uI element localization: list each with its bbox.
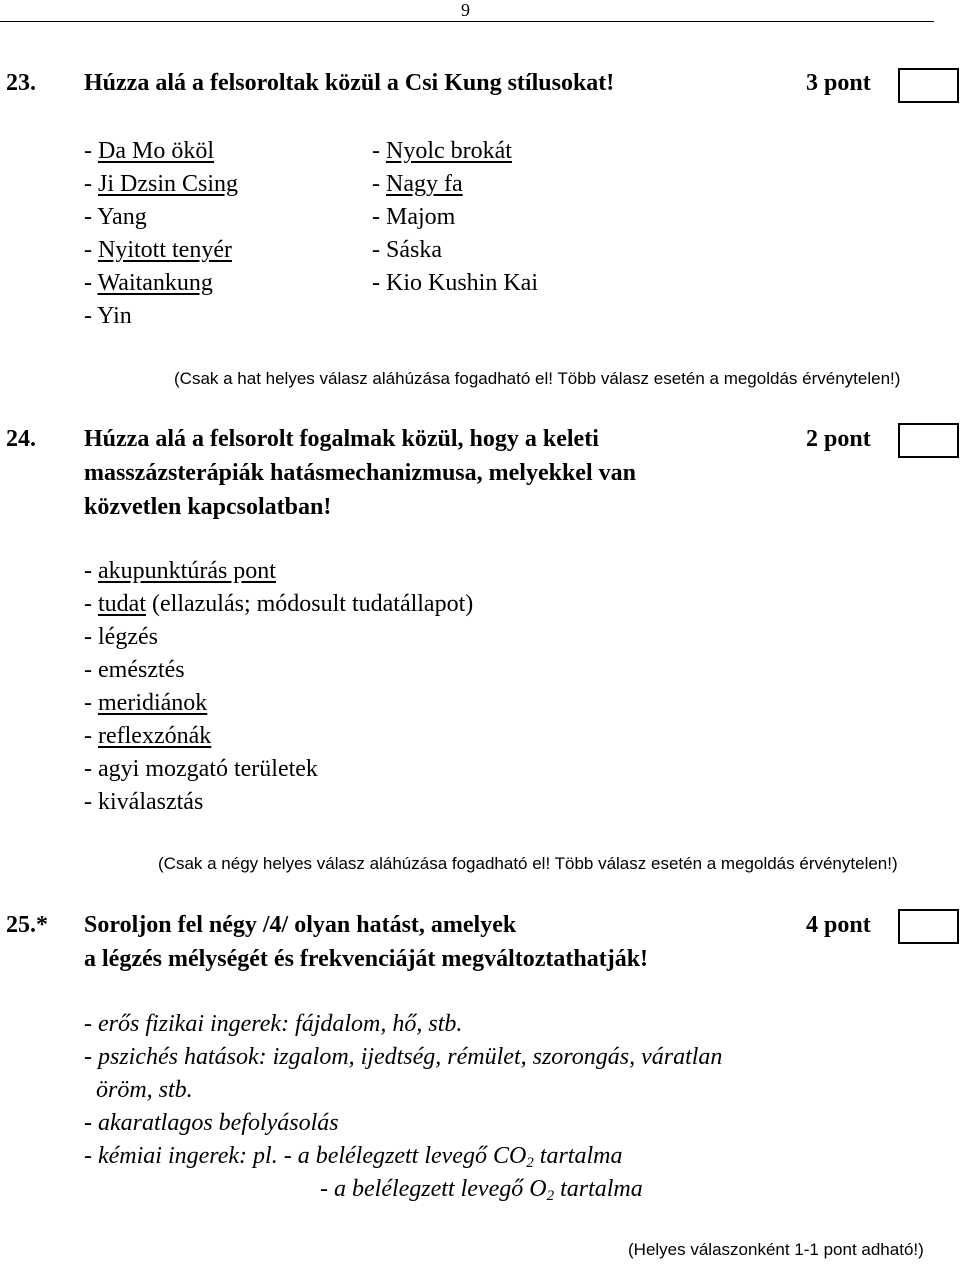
option-item	[84, 756, 318, 783]
option-dash: -	[84, 789, 98, 815]
option-dash: -	[84, 723, 98, 749]
option-item	[84, 789, 203, 816]
option-item	[372, 138, 512, 165]
option-label: akupunktúrás pont	[98, 558, 276, 584]
option-rest: (ellazulás; módosult tudatállapot)	[146, 591, 474, 617]
q25-chem-tail1: tartalma	[533, 1143, 623, 1169]
q25-chem-sub2: 2	[546, 1188, 555, 1204]
q25-note: (Helyes válaszonként 1-1 pont adható!)	[628, 1240, 924, 1259]
q24-number: 24.	[6, 426, 36, 452]
q25-answer-1: - erős fizikai ingerek: fájdalom, hő, stb.	[84, 1011, 463, 1037]
option-label: Ji Dzsin Csing	[98, 171, 239, 197]
q24-line3: közvetlen kapcsolatban!	[84, 494, 332, 520]
option-dash: -	[84, 204, 98, 230]
q25-chem2-lead: - a belélegzett levegő O	[320, 1176, 547, 1202]
option-label: Waitankung	[97, 270, 213, 296]
option-item	[372, 237, 442, 264]
option-label: Da Mo ököl	[98, 138, 214, 164]
q25-answer-4b	[320, 1176, 643, 1203]
option-rest: kiválasztás	[98, 789, 204, 815]
q25-answer-3: - akaratlagos befolyásolás	[84, 1110, 339, 1136]
q25-chem-tail2: tartalma	[554, 1176, 643, 1202]
q24-points: 2 pont	[806, 426, 871, 452]
option-label: Nagy fa	[386, 171, 463, 197]
q23-score-box[interactable]	[898, 68, 959, 103]
page-number: 9	[461, 0, 470, 20]
option-dash: -	[84, 756, 98, 782]
option-label: Majom	[386, 204, 456, 230]
option-label: Yin	[97, 303, 132, 329]
q23-points: 3 pont	[806, 70, 871, 96]
q23-number: 23.	[6, 70, 36, 96]
option-item	[372, 270, 538, 297]
option-dash: -	[84, 558, 98, 584]
option-dash: -	[84, 270, 98, 296]
q23-text: Húzza alá a felsoroltak közül a Csi Kung stílusokat!	[84, 70, 615, 96]
option-label: Kio Kushin Kai	[386, 270, 538, 296]
option-label: meridiánok	[98, 690, 208, 716]
option-item	[84, 138, 214, 165]
option-item	[84, 690, 207, 717]
q25-number: 25.*	[6, 912, 48, 938]
option-item	[84, 171, 238, 198]
q24-note: (Csak a négy helyes válasz aláhúzása fogadható el! Több válasz esetén a megoldás érvénytelen!)	[158, 854, 898, 873]
q25-line1: Soroljon fel négy /4/ olyan hatást, amelyek	[84, 912, 517, 938]
option-dash: -	[84, 171, 98, 197]
header-rule	[0, 21, 934, 22]
q24-score-box[interactable]	[898, 423, 959, 458]
option-item	[84, 204, 147, 231]
option-item	[84, 723, 211, 750]
q25-chem-sub1: 2	[526, 1155, 534, 1171]
option-dash: -	[84, 624, 98, 650]
option-item	[84, 303, 132, 330]
option-item	[84, 558, 276, 585]
q24-line1: Húzza alá a felsorolt fogalmak közül, hogy a keleti	[84, 426, 599, 452]
option-dash: -	[84, 657, 98, 683]
option-item	[84, 657, 185, 684]
q25-chem-lead: - kémiai ingerek: pl. - a belélegzett levegő CO	[84, 1143, 527, 1169]
option-item	[372, 171, 463, 198]
option-dash: -	[84, 303, 98, 329]
option-rest: agyi mozgató területek	[98, 756, 318, 782]
q25-points: 4 pont	[806, 912, 871, 938]
option-label: Nyitott tenyér	[98, 237, 232, 263]
option-item	[84, 591, 473, 618]
q25-answer-2-cont: öröm, stb.	[96, 1077, 193, 1103]
option-dash: -	[84, 591, 98, 617]
option-label: Nyolc brokát	[386, 138, 512, 164]
option-dash: -	[84, 690, 98, 716]
q23-note: (Csak a hat helyes válasz aláhúzása fogadható el! Több válasz esetén a megoldás érvénytelen!)	[174, 369, 901, 388]
q24-line2: masszázsterápiák hatásmechanizmusa, melyekkel van	[84, 460, 636, 486]
option-item	[84, 624, 158, 651]
option-label: tudat	[98, 591, 146, 617]
option-dash: -	[372, 204, 386, 230]
option-dash: -	[372, 171, 386, 197]
option-label: Sáska	[386, 237, 442, 263]
q25-score-box[interactable]	[898, 909, 959, 944]
option-dash: -	[372, 237, 386, 263]
option-dash: -	[84, 138, 98, 164]
q25-answer-4	[84, 1143, 622, 1170]
option-rest: emésztés	[98, 657, 185, 683]
option-dash: -	[372, 138, 386, 164]
option-item	[84, 270, 213, 297]
q25-line2: a légzés mélységét és frekvenciáját megváltoztathatják!	[84, 946, 649, 972]
option-rest: légzés	[98, 624, 158, 650]
option-label: reflexzónák	[98, 723, 212, 749]
option-dash: -	[372, 270, 386, 296]
q25-answer-2: - pszichés hatások: izgalom, ijedtség, rémület, szorongás, váratlan	[84, 1044, 723, 1070]
option-label: Yang	[97, 204, 147, 230]
option-item	[372, 204, 455, 231]
option-dash: -	[84, 237, 98, 263]
option-item	[84, 237, 232, 264]
